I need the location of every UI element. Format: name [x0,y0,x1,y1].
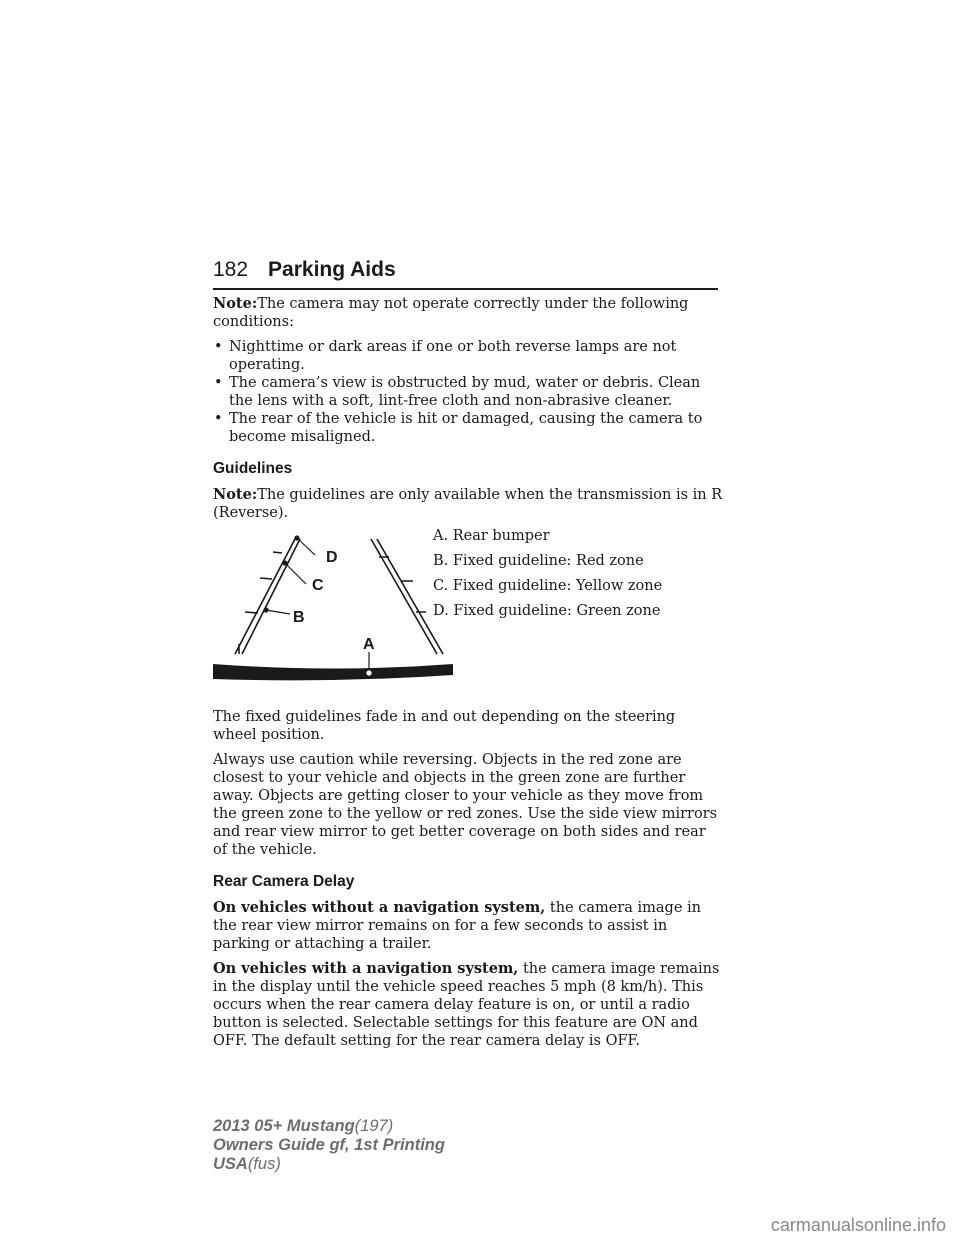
document-footer [213,1117,445,1174]
footer-page-ref: (197) [354,1117,394,1135]
guidelines-heading: Guidelines [213,460,293,477]
left-guideline [235,539,300,654]
footer-line-2: Owners Guide gf, 1st Printing [213,1136,445,1154]
callout-a-point [366,670,373,677]
page-header [213,258,396,282]
label-a: A [363,636,375,653]
note-label: Note: [213,486,258,503]
section-title: Parking Aids [268,258,396,281]
paragraph-text: the camera image in the rear view mirror remains on for a few seconds to assist in parking or attaching a trailer. [213,900,702,952]
paragraph-lead: On vehicles without a navigation system, [213,899,546,916]
guidelines-paragraph: The fixed guidelines fade in and out depending on the steering wheel position. [213,709,676,743]
guidelines-diagram [211,529,459,693]
left-guideline-ticks [245,552,282,613]
callout-d [295,536,315,555]
page-content [213,295,723,1057]
guidelines-figure-row [213,529,723,699]
footer-line-3 [213,1155,445,1174]
list-item: • Nighttime or dark areas if one or both reverse lamps are not operating. [213,338,723,374]
figure-legend [433,527,662,627]
legend-item: D. Fixed guideline: Green zone [433,603,661,619]
header-rule [213,288,718,290]
rear-camera-delay-heading: Rear Camera Delay [213,873,355,890]
watermark: carmanualsonline.info [770,1215,946,1235]
paragraph-text: the camera image remains in the display until the vehicle speed reaches 5 mph (8 km/h). This occurs when the rear camera delay feature is on, or until a radio button is selected. Selectable settings for this feature are ON and OFF. The default setting for the rear camera delay is OFF. [213,961,720,1049]
note-text: The guidelines are only available when the transmission is in R (Reverse). [213,487,723,521]
page-number: 182 [213,258,249,281]
footer-line-1 [213,1117,445,1136]
note-camera-conditions [213,295,723,331]
delay-paragraph-no-nav [213,899,723,953]
label-c: C [312,577,324,594]
note-text: The camera may not operate correctly under the following conditions: [213,296,689,330]
footer-code: (fus) [247,1155,281,1173]
label-b: B [293,609,305,626]
footer-model: 2013 05+ Mustang [213,1117,355,1135]
rear-bumper [213,664,453,680]
list-item: • The rear of the vehicle is hit or damaged, causing the camera to become misaligned. [213,410,723,446]
footer-market: USA [213,1155,248,1173]
list-item: • The camera’s view is obstructed by mud, water or debris. Clean the lens with a soft, lint-free cloth and non-abrasive cleaner. [213,374,723,410]
legend-item: B. Fixed guideline: Red zone [433,553,644,569]
legend-item: C. Fixed guideline: Yellow zone [433,578,663,594]
legend-item: A. Rear bumper [433,528,550,544]
delay-paragraph-nav [213,960,723,1050]
guidelines-paragraph: Always use caution while reversing. Objects in the red zone are closest to your vehicle and objects in the green zone are further away. Objects are getting closer to your vehicle as they move from the green zone to the yellow or red zones. Use the side view mirrors and rear view mirror to get better coverage on both sides and rear of the vehicle. [213,752,718,858]
conditions-list [213,338,723,446]
guidelines-note [213,486,723,522]
callout-b [264,608,290,614]
label-d: D [326,549,338,566]
note-label: Note: [213,295,258,312]
paragraph-lead: On vehicles with a navigation system, [213,960,519,977]
callout-c [283,561,306,584]
